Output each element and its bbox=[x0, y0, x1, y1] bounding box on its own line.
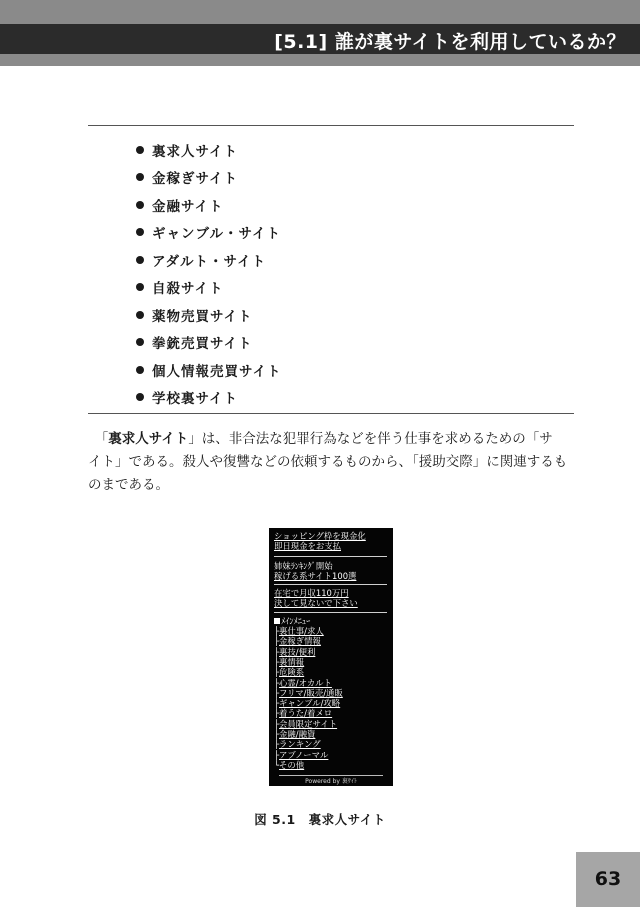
bullet-icon bbox=[136, 201, 144, 209]
promo-link[interactable]: 決して見ないで下さい bbox=[274, 598, 358, 609]
menu-item[interactable]: ├アブノーマル bbox=[274, 749, 329, 760]
open-quote: 「 bbox=[101, 431, 109, 447]
menu-item[interactable]: ├心霊/オカルト bbox=[274, 677, 332, 688]
list-item bbox=[136, 274, 282, 302]
list-item-label: 金融サイト bbox=[152, 198, 224, 215]
list-item bbox=[136, 136, 282, 164]
tree-branch-icon: ├ bbox=[274, 739, 280, 750]
header-top-band bbox=[0, 0, 640, 24]
menu-item[interactable]: ├ランキング bbox=[274, 739, 321, 750]
bullet-icon bbox=[136, 256, 144, 264]
menu-heading-label: ﾒｲﾝﾒﾆｭｰ bbox=[281, 615, 311, 626]
menu-item[interactable]: ├ギャンブル/攻略 bbox=[274, 698, 341, 709]
tree-branch-icon: ├ bbox=[274, 708, 280, 719]
list-item-label: 学校裏サイト bbox=[152, 391, 239, 408]
menu-item[interactable]: ├着うた/着メロ bbox=[274, 708, 333, 719]
menu-item[interactable]: ├金稼ぎ情報 bbox=[274, 636, 321, 647]
tree-branch-icon: ├ bbox=[274, 687, 280, 698]
promo-link[interactable]: 在宅で月収110万円 bbox=[274, 588, 349, 599]
list-item bbox=[136, 219, 282, 247]
menu-item[interactable]: ├フリマ/販売/通販 bbox=[274, 687, 343, 698]
tree-branch-icon: ├ bbox=[274, 698, 280, 709]
divider bbox=[274, 584, 387, 585]
list-item bbox=[136, 356, 282, 384]
emphasis-term: 裏求人サイト bbox=[108, 431, 189, 447]
menu-item[interactable]: └その他 bbox=[274, 759, 305, 770]
promo-link[interactable]: 即日現金をお支払 bbox=[274, 541, 341, 552]
bullet-icon bbox=[136, 311, 144, 319]
paragraph-line: イト」である。殺人や復讐などの依頼するものから、「援助交際」に関連するも bbox=[88, 454, 568, 470]
list-item-label: 個人情報売買サイト bbox=[152, 363, 282, 380]
promo-link[interactable]: ショッピング枠を現金化 bbox=[274, 531, 366, 541]
menu-item[interactable]: ├金融/融資 bbox=[274, 729, 316, 740]
paragraph-line bbox=[88, 428, 576, 451]
bullet-icon bbox=[136, 338, 144, 346]
list-item bbox=[136, 246, 282, 274]
tree-branch-icon: ├ bbox=[274, 667, 280, 678]
divider bbox=[279, 775, 383, 776]
bullet-icon bbox=[136, 283, 144, 291]
menu-item[interactable]: ├裏情報 bbox=[274, 656, 305, 667]
list-item-label: 拳銃売買サイト bbox=[152, 336, 253, 353]
mobile-site-screenshot bbox=[269, 528, 393, 786]
list-item bbox=[136, 384, 282, 412]
bullet-icon bbox=[136, 173, 144, 181]
tree-branch-icon: ├ bbox=[274, 646, 280, 657]
list-top-rule bbox=[88, 125, 574, 126]
site-footer: Powered by 裏ｻｲﾄ bbox=[305, 778, 357, 785]
list-bottom-rule bbox=[88, 413, 574, 414]
page-number-tab bbox=[576, 852, 640, 907]
list-item-label: 自殺サイト bbox=[152, 281, 224, 298]
section-title-bar bbox=[0, 24, 640, 54]
tree-branch-icon: ├ bbox=[274, 636, 280, 647]
page-number: 63 bbox=[594, 868, 622, 890]
paragraph-text: 」は、非合法な犯罪行為などを伴う仕事を求めるための「サ bbox=[188, 431, 553, 447]
section-title: [5.1] 誰が裏サイトを利用しているか？ bbox=[274, 31, 626, 53]
list-item bbox=[136, 191, 282, 219]
figure-caption: 図 5.1 裏求人サイト bbox=[254, 812, 386, 827]
tree-branch-icon: ├ bbox=[274, 656, 280, 667]
site-type-list bbox=[136, 136, 282, 411]
paragraph-line: のまである。 bbox=[88, 477, 169, 493]
tree-branch-icon: ├ bbox=[274, 677, 280, 688]
bullet-icon bbox=[136, 146, 144, 154]
menu-item[interactable]: ├危険系 bbox=[274, 667, 305, 678]
list-item-label: ギャンブル・サイト bbox=[152, 226, 282, 243]
tree-branch-icon: ├ bbox=[274, 718, 280, 729]
divider bbox=[274, 612, 387, 613]
tree-branch-icon: ├ bbox=[274, 729, 280, 740]
list-item-label: 金稼ぎサイト bbox=[152, 171, 239, 188]
menu-item[interactable]: ├裏仕事/求人 bbox=[274, 626, 324, 637]
tree-branch-icon: ├ bbox=[274, 749, 280, 760]
menu-item[interactable]: ├会員限定サイト bbox=[274, 718, 338, 729]
list-item bbox=[136, 329, 282, 357]
bullet-icon bbox=[136, 366, 144, 374]
list-item bbox=[136, 301, 282, 329]
list-item-label: アダルト・サイト bbox=[152, 253, 267, 270]
promo-link[interactable]: 稼げる系サイト100選 bbox=[274, 570, 357, 581]
list-item-label: 薬物売買サイト bbox=[152, 308, 253, 325]
tree-branch-icon: ├ bbox=[274, 626, 280, 637]
bullet-icon bbox=[136, 228, 144, 236]
body-paragraph bbox=[88, 428, 576, 497]
main-menu-heading bbox=[274, 616, 393, 626]
list-item-label: 裏求人サイト bbox=[152, 143, 239, 160]
menu-item[interactable]: ├裏技/便利 bbox=[274, 646, 316, 657]
bullet-icon bbox=[136, 393, 144, 401]
square-icon bbox=[274, 618, 280, 624]
list-item bbox=[136, 164, 282, 192]
tree-branch-icon: └ bbox=[274, 759, 280, 770]
header-bottom-band bbox=[0, 54, 640, 66]
divider bbox=[274, 556, 387, 557]
promo-text: 姉妹ﾗﾝｷﾝｸﾞ開始 bbox=[274, 560, 333, 571]
